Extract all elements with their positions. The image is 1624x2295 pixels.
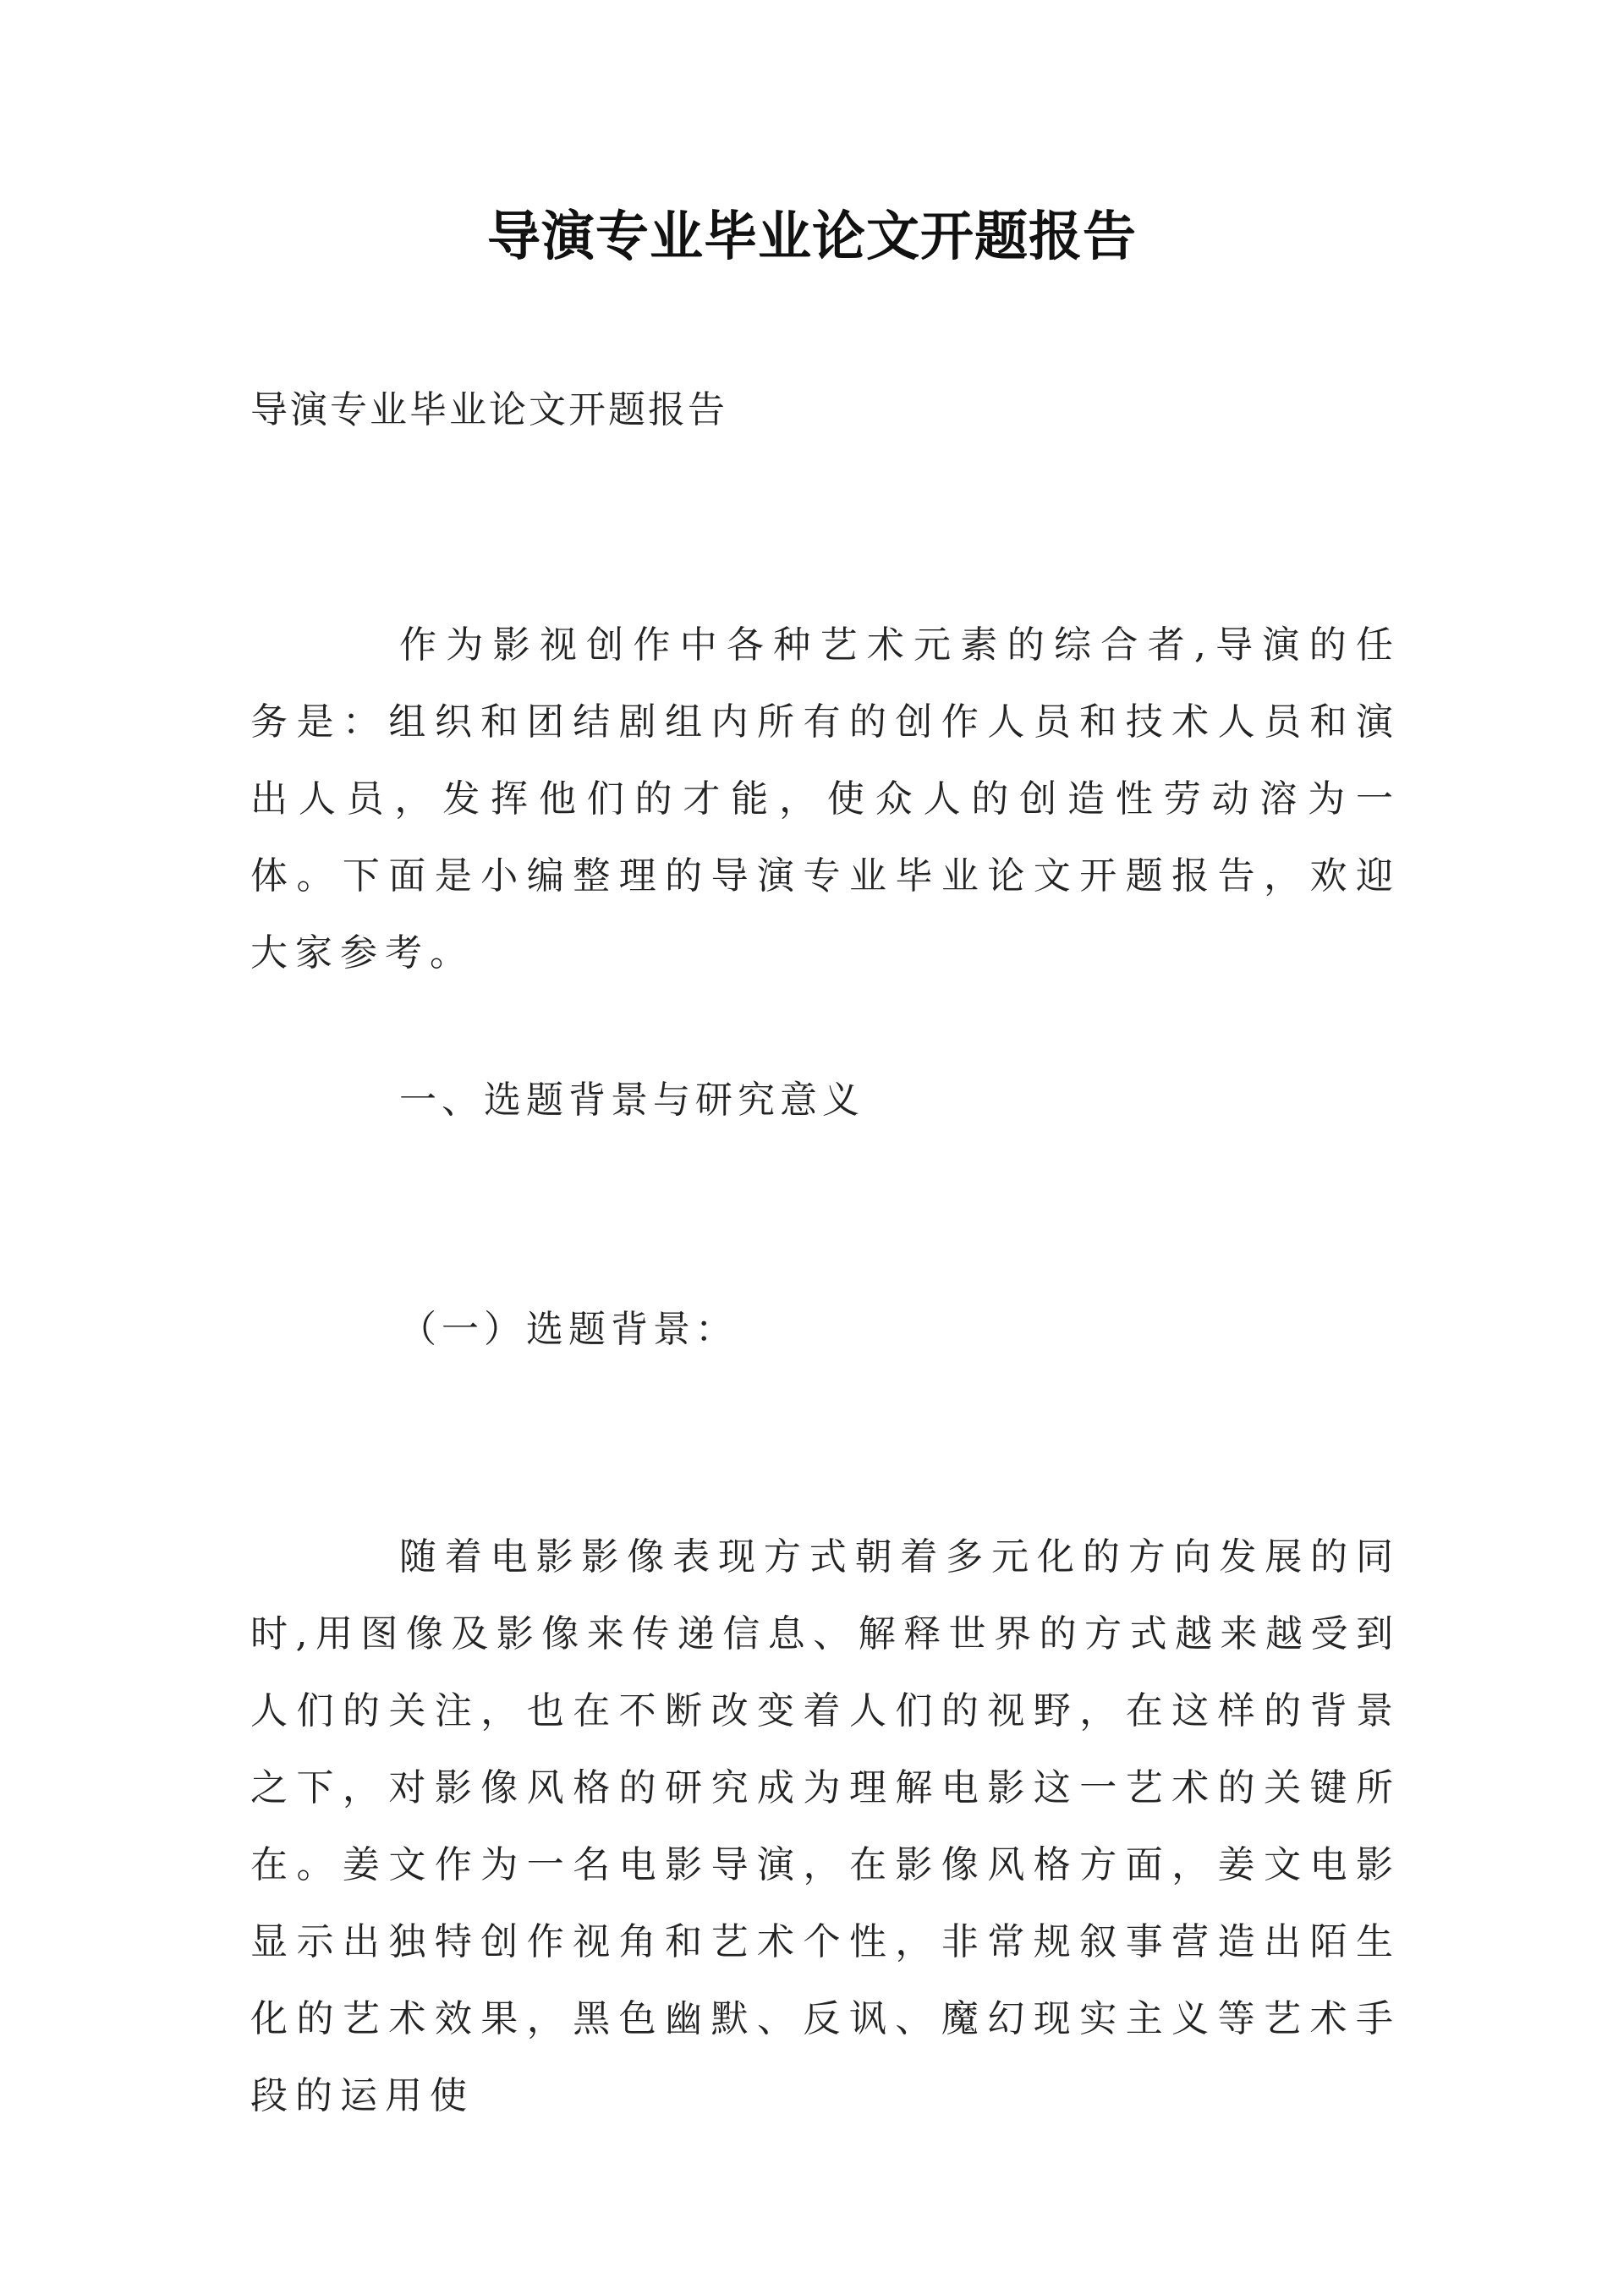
document-title: 导演专业毕业论文开题报告	[487, 206, 1137, 267]
section-heading: 一、选题背景与研究意义	[399, 1079, 864, 1122]
subsection-heading: （一）选题背景：	[399, 1308, 738, 1351]
body-paragraph: 随着电影影像表现方式朝着多元化的方向发展的同时,用图像及影像来传递信息、解释世界的方式越来越受到人们的关注，也在不断改变着人们的视野，在这样的背景之下，对影像风格的研究成为理解电影这一艺术的关键所在。姜文作为一名电影导演，在影像风格方面，姜文电影显示出独特创作视角和艺术个性，非常规叙事营造出陌生化的艺术效果，黑色幽默、反讽、魔幻现实主义等艺术手段的运用使	[250, 1535, 1401, 2117]
document-subtitle: 导演专业毕业论文开题报告	[250, 388, 727, 431]
intro-paragraph: 作为影视创作中各种艺术元素的综合者,导演的任务是：组织和团结剧组内所有的创作人员和技术人员和演出人员，发挥他们的才能，使众人的创造性劳动溶为一体。下面是小编整理的导演专业毕业论文开题报告，欢迎大家参考。	[250, 623, 1401, 975]
